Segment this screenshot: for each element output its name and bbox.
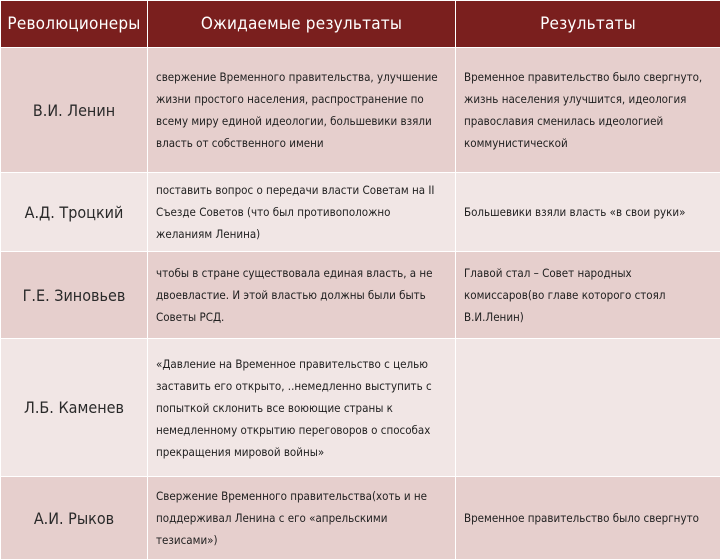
header-row [1,1,720,48]
expected-result-cell: свержение Временного правительства, улучшение жизни простого населения, распространение по всему миру единой идеологии, большевики взяли власть от собственного имени [148,48,456,173]
table-row [1,173,720,252]
revolutionary-name: Г.Е. Зиновьев [1,252,148,339]
expected-result-cell: чтобы в стране существовала единая власть, а не двоевластие. И этой властью должны были быть Советы РСД. [148,252,456,339]
expected-result-cell: Свержение Временного правительства(хоть и не поддерживал Ленина с его «апрельскими тезисами») [148,477,456,560]
table-row [1,252,720,339]
result-cell: Временное правительство было свергнуто [456,477,720,560]
revolutionary-name: Л.Б. Каменев [1,339,148,477]
revolutionary-name: А.И. Рыков [1,477,148,560]
expected-result-cell: «Давление на Временное правительство с целью заставить его открыто, ..немедленно выступить с попыткой склонить все воюющие страны к немедленному открытию переговоров о способах прекращения мировой войны» [148,339,456,477]
header-expected-results: Ожидаемые результаты [148,1,456,48]
result-cell [456,339,720,477]
header-revolutionaries: Революционеры [1,1,148,48]
revolutionary-name: В.И. Ленин [1,48,148,173]
result-cell: Временное правительство было свергнуто, жизнь населения улучшится, идеология православия сменилась идеологией коммунистической [456,48,720,173]
result-cell: Большевики взяли власть «в свои руки» [456,173,720,252]
table-row [1,339,720,477]
expected-result-cell: поставить вопрос о передачи власти Советам на II Съезде Советов (что был противоположно желаниям Ленина) [148,173,456,252]
header-results: Результаты [456,1,720,48]
table-row [1,48,720,173]
result-cell: Главой стал – Совет народных комиссаров(во главе которого стоял В.И.Ленин) [456,252,720,339]
table-row [1,477,720,560]
revolutionary-name: А.Д. Троцкий [1,173,148,252]
